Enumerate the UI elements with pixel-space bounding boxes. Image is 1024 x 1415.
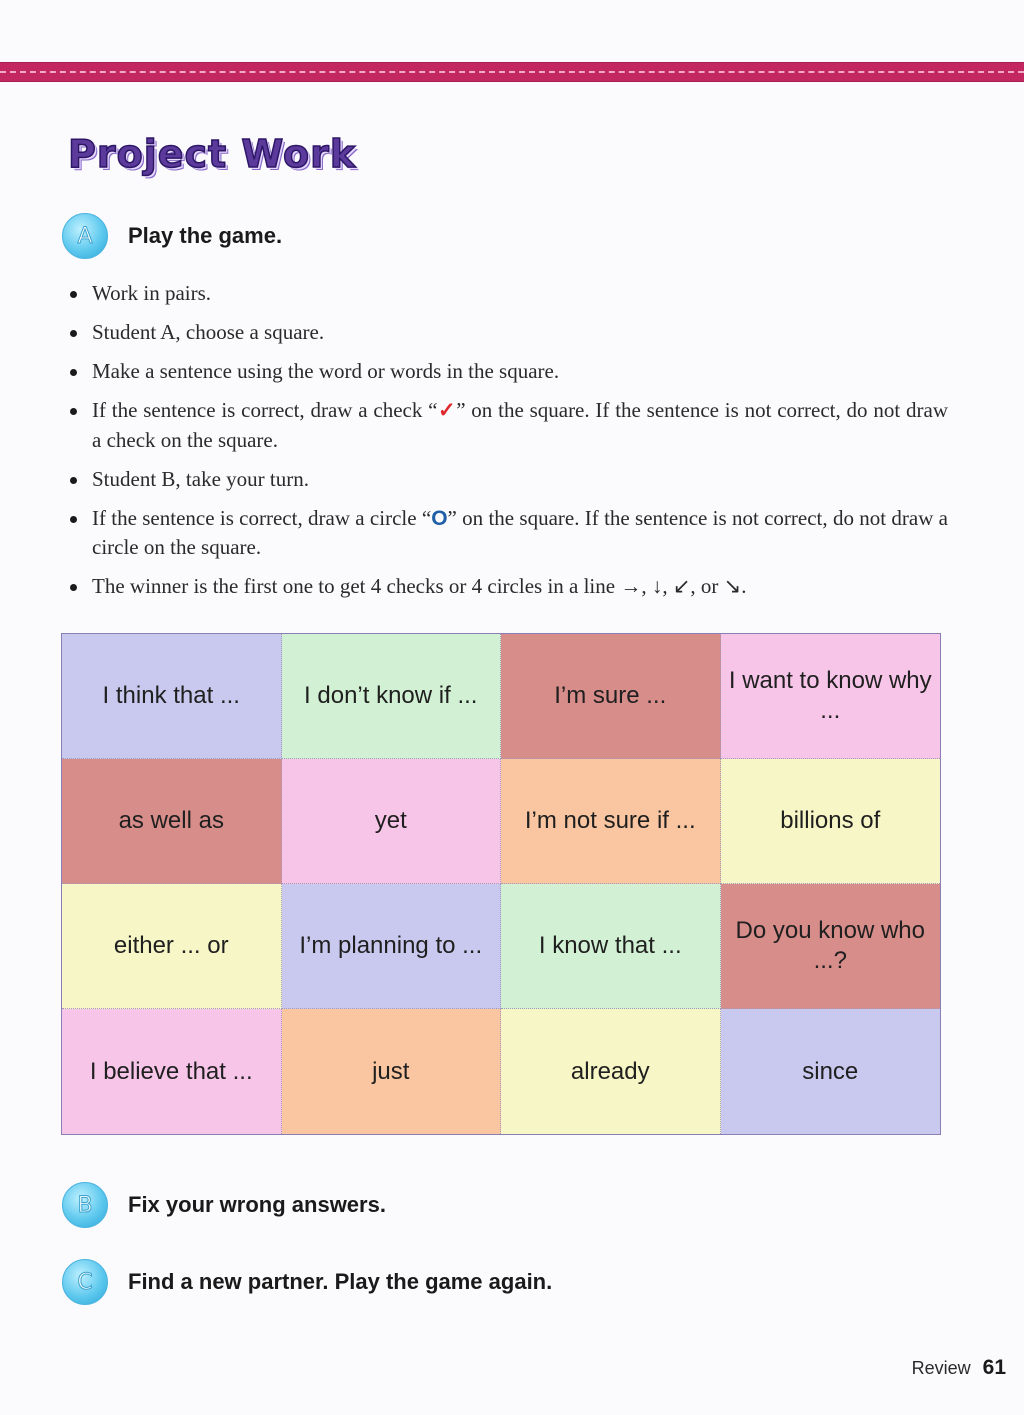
rule-item	[68, 465, 948, 495]
board-square[interactable]: I want to know why ...	[721, 634, 941, 759]
board-square[interactable]: I’m planning to ...	[282, 884, 502, 1009]
page-number: 61	[982, 1356, 1006, 1379]
rule-text-before: If the sentence is correct, draw a circle “	[92, 505, 432, 530]
board-square[interactable]: as well as	[62, 759, 282, 884]
task-b-badge-letter: B	[77, 1192, 93, 1218]
board-square[interactable]: I believe that ...	[62, 1009, 282, 1134]
rule-item	[68, 357, 948, 387]
task-c-instruction: Find a new partner. Play the game again.	[128, 1269, 553, 1294]
board-square[interactable]: Do you know who ...?	[721, 884, 941, 1009]
task-c-badge	[62, 1259, 108, 1305]
board-square[interactable]: either ... or	[62, 884, 282, 1009]
board-square[interactable]: just	[282, 1009, 502, 1134]
footer-section-label: Review	[911, 1358, 971, 1378]
task-a-badge-letter: A	[77, 223, 93, 249]
rule-text-before: If the sentence is correct, draw a check “	[92, 398, 438, 422]
task-c	[62, 1260, 552, 1304]
rule-item	[68, 396, 948, 455]
task-b	[62, 1183, 386, 1227]
rule-text: Student A, choose a square.	[92, 320, 325, 344]
rule-text-after: ” on the square. If the sentence is not correct, do not draw a check on the square.	[92, 398, 948, 452]
game-board	[61, 633, 941, 1135]
rule-item	[68, 318, 948, 348]
rule-item	[68, 504, 948, 563]
board-square[interactable]: billions of	[721, 759, 941, 884]
rule-text-after: ” on the square. If the sentence is not correct, do not draw a circle on the square.	[92, 505, 949, 559]
board-square[interactable]: yet	[282, 759, 502, 884]
page-title: Project Work	[68, 132, 357, 176]
circle-mark-icon: O	[431, 506, 448, 530]
rules-list	[68, 279, 948, 611]
board-square[interactable]: I know that ...	[501, 884, 721, 1009]
rule-text: Work in pairs.	[92, 281, 212, 305]
rule-text: The winner is the first one to get 4 checks or 4 circles in a line →, ↓, ↙, or ↘.	[92, 574, 747, 598]
page-footer	[912, 1356, 1006, 1380]
rule-text: Student B, take your turn.	[92, 466, 309, 491]
top-border-stripe	[0, 62, 1024, 82]
rule-text: Make a sentence using the word or words in the square.	[92, 359, 560, 383]
board-square[interactable]: I’m sure ...	[501, 634, 721, 759]
rule-item	[68, 572, 948, 602]
board-square[interactable]: already	[501, 1009, 721, 1134]
rule-item	[68, 279, 948, 309]
board-square[interactable]: I think that ...	[62, 634, 282, 759]
task-b-badge	[62, 1182, 108, 1228]
board-square[interactable]: I don’t know if ...	[282, 634, 502, 759]
task-a-badge	[62, 213, 108, 259]
board-square[interactable]: since	[721, 1009, 941, 1134]
check-mark-icon: ✓	[437, 398, 457, 422]
task-a-instruction: Play the game.	[128, 223, 283, 248]
board-square[interactable]: I’m not sure if ...	[501, 759, 721, 884]
task-b-instruction: Fix your wrong answers.	[128, 1192, 386, 1217]
task-c-badge-letter: C	[77, 1269, 93, 1295]
task-a	[62, 214, 282, 258]
